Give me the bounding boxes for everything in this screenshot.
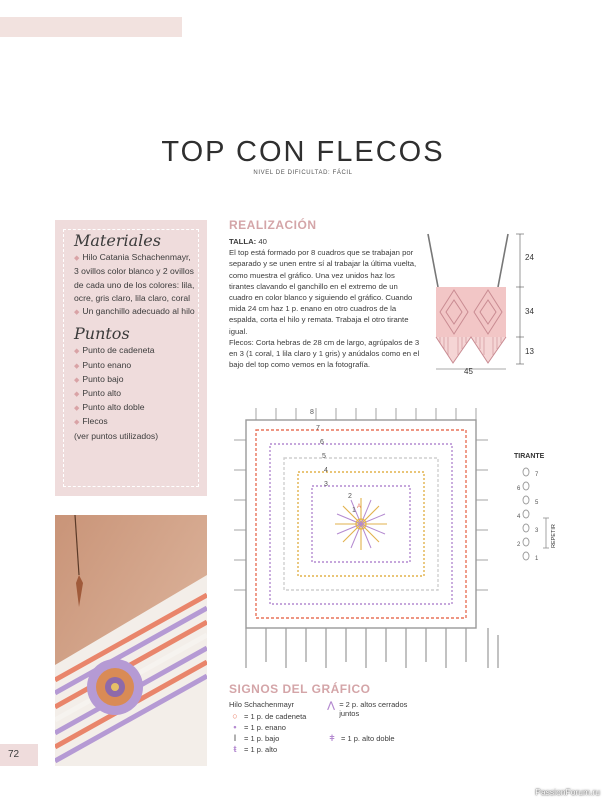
bullet-diamond-icon: ◆	[74, 419, 80, 427]
round-number-2: 2	[348, 493, 352, 500]
sign-double: ŧ = 1 p. alto	[229, 744, 277, 754]
strap-title: TIRANTE	[514, 453, 545, 460]
crochet-top-photo-illustration	[55, 515, 207, 766]
stitch-item: ◆ Punto alto	[74, 388, 122, 399]
strap-chart	[508, 448, 560, 578]
signs-heading: SIGNOS DEL GRÁFICO	[229, 682, 371, 696]
stitches-heading: Puntos	[74, 324, 130, 344]
bullet-diamond-icon: ◆	[74, 391, 80, 399]
realizacion-heading: REALIZACIÓN	[229, 218, 317, 232]
materials-heading: Materiales	[74, 231, 161, 250]
treble-crochet-icon: ǂ	[329, 733, 335, 743]
measure-strap: 24	[525, 253, 534, 262]
garment-schematic	[416, 230, 534, 375]
page-number-tab	[0, 744, 38, 766]
strap-row-3: 3	[535, 528, 539, 534]
crochet-granny-square-chart	[226, 400, 506, 672]
round-number-5: 5	[322, 453, 326, 460]
bullet-diamond-icon: ◆	[74, 309, 80, 317]
difficulty-level: NIVEL DE DIFICULTAD: FÁCIL	[253, 170, 353, 176]
materials-content	[74, 231, 196, 443]
round-number-6: 6	[320, 439, 324, 446]
strap-row-1: 1	[535, 556, 539, 562]
stitch-item: ◆ Punto enano	[74, 359, 132, 370]
strap-row-7: 7	[535, 472, 539, 478]
slip-stitch-icon: •	[233, 722, 237, 732]
measure-width: 45	[464, 367, 473, 375]
round-number-8: 8	[310, 409, 314, 416]
round-number-7: 7	[316, 425, 320, 432]
strap-row-4: 4	[517, 514, 521, 520]
sign-single: I = 1 p. bajo	[229, 733, 279, 743]
double-crochet-icon: ŧ	[233, 744, 237, 754]
start-mark: A	[357, 504, 362, 510]
cluster-stitch-icon: ⋀	[327, 700, 335, 710]
model-photo	[55, 515, 207, 766]
stitch-item: ◆ Flecos	[74, 416, 108, 427]
material-item: ◆ Un ganchillo adecuado al hilo	[74, 306, 195, 317]
bullet-diamond-icon: ◆	[74, 362, 80, 370]
strap-row-6: 6	[517, 486, 521, 492]
strap-row-5: 5	[535, 500, 539, 506]
sign-cluster: ⋀ = 2 p. altos cerrados juntos	[327, 700, 408, 718]
bullet-diamond-icon: ◆	[74, 348, 80, 356]
bullet-diamond-icon: ◆	[74, 405, 80, 413]
instructions-paragraph: El top está formado por 8 cuadros que se trabajan por separado y se unen entre sí al trabajar la última vuelta, como muestra el gráfico. Una vez unidos haz los tirantes clavando el ganchillo en el extremo de un cuadro en color blanco y siguiendo el gráfico. Cuando mida 24 cm haz 1 p. enano en otro cuadros de la espalda, corta el hilo y remata. Trabaja el otro tirante igual.	[229, 248, 417, 336]
stitch-item: ◆ Punto alto doble	[74, 402, 145, 413]
page-title: TOP CON FLECOS	[161, 136, 445, 168]
yarn-label: Hilo Schachenmayr	[229, 700, 295, 709]
strap-row-2: 2	[517, 542, 521, 548]
sign-slip: • = 1 p. enano	[229, 722, 286, 732]
materials-panel	[55, 220, 207, 496]
stitches-note: (ver puntos utilizados)	[74, 430, 159, 441]
single-crochet-icon: I	[233, 733, 237, 743]
bullet-diamond-icon: ◆	[74, 255, 80, 263]
measure-fringe: 13	[525, 347, 534, 356]
stitch-item: ◆ Punto de cadeneta	[74, 345, 155, 356]
repeat-label: REPETIR	[551, 524, 557, 548]
sign-chain: ○ = 1 p. de cadeneta	[229, 711, 306, 721]
round-number-4: 4	[324, 467, 328, 474]
bullet-diamond-icon: ◆	[74, 376, 80, 384]
sign-treble: ǂ = 1 p. alto doble	[326, 733, 395, 743]
stitch-item: ◆ Punto bajo	[74, 373, 124, 384]
measure-body: 34	[525, 307, 534, 316]
fringe-paragraph: Flecos: Corta hebras de 28 cm de largo, agrúpalos de 3 en 3 (1 coral, 1 lila claro y 1 gris) y anúdalos como en el bajo del top como vemos en la fotografía.	[229, 337, 420, 370]
material-item: ◆ Hilo Catania Schachenmayr, 3 ovillos color blanco y 2 ovillos de cada uno de los colores: lila, ocre, gris claro, lila claro, coral	[74, 252, 195, 303]
top-decor-bar	[0, 17, 182, 37]
size-line: TALLA: 40	[229, 237, 267, 246]
round-number-1: 1	[352, 507, 356, 514]
watermark: PassionForum.ru	[535, 787, 600, 797]
instructions-text	[229, 236, 422, 370]
round-number-3: 3	[324, 481, 328, 488]
page-number: 72	[8, 749, 20, 760]
chain-stitch-icon: ○	[232, 711, 238, 721]
